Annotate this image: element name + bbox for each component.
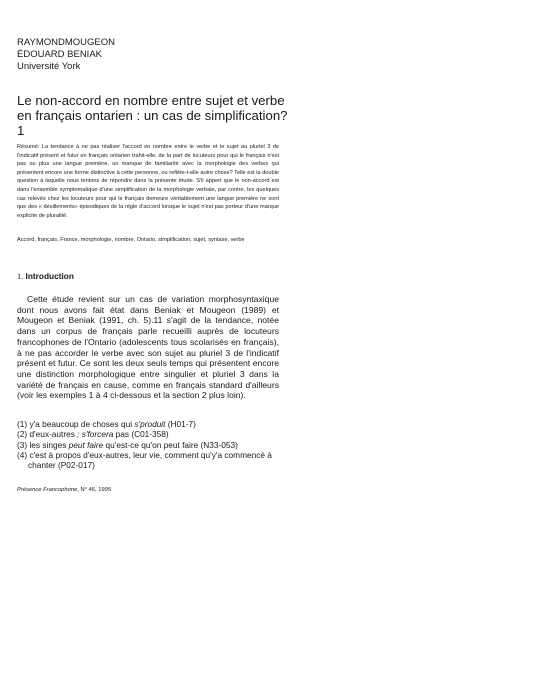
author-affiliation: Université York [17,61,81,72]
journal-issue: , N° 46, 1995 [77,487,112,493]
article-title: Le non-accord en nombre entre sujet et verbe en français ontarien : un cas de simplification? 1 [17,93,288,138]
example-item: (2) d'eux-autres ; s'forcera pas (C01-358) [17,429,169,440]
example-item: (4) c'est à propos d'eux-autres, leur vie, comment qu'y'a commencé à chanter (P02-017) [17,449,272,471]
intro-paragraph: Cette étude revient sur un cas de variation morphosyntaxique dont nous avons fait état dans Beniak et Mougeon (1989) et Mougeon et Beniak (1991, ch. 5).11 s'agit de la tendance, notée dans un corpus de français parle recueilli auprès de locuteurs francophones de l'Ontario (adolescents tous scolarisés en français), à ne pas accorder le verbe avec son sujet au pluriel 3 de l'indicatif présent et futur. Ce sont les deux seuls temps qui présentent encore une distinction morphologique entre singulier et pluriel 3 dans la variété de français en cause, comme en français standard d'ailleurs (voir les exemples 1 à 4 ci-dessous et la section 2 plus loin). [17,294,279,401]
keywords: Accord, français, France, morphologie, nombre, Ontario, simplification, sujet, syntaxe, verbe [17,237,245,243]
example-list [17,419,279,470]
example-item: (1) y'a beaucoup de choses qui s'produit (H01-7) [17,419,196,429]
section-heading [17,271,74,281]
section-number: 1. [17,272,24,281]
author-name-1: RAYMONDMOUGEON [17,37,115,48]
example-item: (3) les singes peut faire qu'est-ce qu'on peut faire (N33-053) [17,439,238,450]
author-name-2: ÉDOUARD BENIAK [17,49,102,60]
journal-name: Présence Francophone [17,487,78,493]
author-block [17,37,115,73]
section-title: Introduction [25,271,74,281]
abstract: Résumé: La tendance à ne pas réaliser l'accord en nombre entre le verbe et le sujet au pluriel 3 de l'indicatif présent et futur en français ontarien trahit-elle, de la part de locuteurs pour qui le français n'est pas ou plus une langue première, un manque de familiarité avec la morphologie des verbes qui présentent encore une forme distinctive à cette personne, ou reflète-t-elle autre chose? Telle est la double question à laquelle nous tentons de répondre dans la présente étude. S'il appert que le non-accord est dans l'ensemble symptomatique d'une simplification de la morphologie verbale, par contre, les quelques cas relevés chez les locuteurs pour qui le français demeure véritablement une langue première ne sont que des « désillements» épisodiques de la règle d'accord lorsque le sujet n'est pas porteur d'une marque explicite de pluralité. [17,144,279,219]
journal-footer [17,486,111,494]
